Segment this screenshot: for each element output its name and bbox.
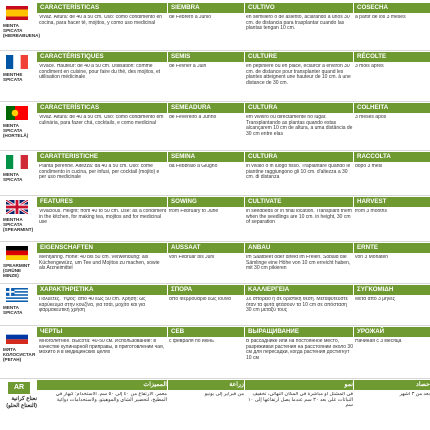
header-cultivation-es: CULTIVO — [244, 3, 353, 13]
header-features-it: CARATTERISTICHE — [37, 152, 167, 162]
cell-harvest-ar: بعد من ٣ أشهر — [399, 392, 430, 397]
header-sowing-it: SEMINA — [167, 152, 244, 162]
cell-features-el: Πολυετές. Ύψος: από 40 έως 50 cm. Χρήση: ως καρύκευμα στην κουζίνα, για τσάι, μοχίτο και για φαρμακευτική χρήση — [39, 297, 146, 314]
cell-features-pt: Vivaz. Altura: de 40 a 50 cm. Uso: como condimento em culinária, para fazer chá, cocktails, e como medicinal — [39, 115, 164, 126]
header-sowing-pt: SEMEADURA — [167, 103, 244, 113]
plant-name-ru: МЯТА КОЛОСИСТАЯ (РЕГАН) — [3, 347, 36, 362]
header-features-pt: CARACTERÍSTICAS — [37, 103, 167, 113]
cell-sowing-de: von Februar bis Juni — [169, 255, 215, 260]
row-ru — [0, 327, 430, 380]
header-harvest-pt: COLHEITA — [353, 103, 430, 113]
cell-features-it: Pianta perenne. Altezza: da 40 a 50 cm. Uso: come condimento in cucina, per infusi, per cocktail (mojito) e per uso medicinale — [39, 164, 160, 181]
header-cultivation-it: CULTURA — [244, 152, 353, 162]
plant-name-es: MENTA SPICATA (HIERBABUENA) — [3, 23, 41, 38]
cell-cultivation-el: Σε σπορείο ή σε οριστική θέση. Μεταφυτεύστε όταν τα φυτά φτάσουν τα 10 cm σε απόσταση 30 cm μεταξύ τους — [246, 297, 348, 314]
header-sowing-el: ΣΠΟΡΑ — [167, 285, 244, 295]
cell-sowing-el: από Φεβρουάριο έως Ιούνιο — [169, 297, 232, 302]
cell-features-ar: معمر. الارتفاع من ٤٠ إلى ٥٠ سم. الاستخدام: كبهار في المطبخ، لتحضير الشاي والموهيتو، ولاستخدامات دوائية — [55, 392, 167, 403]
cell-features-en: Vivacious. Height: from 40 to 50 cm. Use: as a condiment in the kitchen, for making tea, mojitos and for medicinal use — [39, 209, 167, 226]
row-ar — [0, 380, 430, 430]
row-pt — [0, 103, 430, 152]
row-divider — [0, 195, 430, 196]
cell-cultivation-pt: em viveiro ou directamente no lugar. Transplantando as plantas quando estas alcançarem 10 cm de altura, a uma distância de 30 cm entre elas — [246, 115, 353, 138]
cell-harvest-it: dopo 3 mesi — [355, 164, 383, 169]
cell-cultivation-fr: en pépinière ou en place, éclaircir à environ 30 cm. de distance pour transplanter quand les plantes atteignent une hauteur de 10 cm. à une distance de 30 cm. — [246, 64, 351, 87]
row-es — [0, 3, 430, 52]
cell-harvest-es: a partir de los 3 meses — [355, 15, 406, 20]
header-features-de: EIGENSCHAFTEN — [37, 243, 167, 253]
header-sowing-ar: زراعة — [167, 380, 244, 390]
header-harvest-fr: RÉCOLTE — [353, 52, 430, 62]
row-de — [0, 243, 430, 285]
header-cultivation-ar: نمو — [244, 380, 353, 390]
header-cultivation-fr: CULTURE — [244, 52, 353, 62]
cell-features-fr: Vivace. Hauteur: de 40 à 50 cm. Utilisation: comme condiment en cuisine, pour faire du thé, des mojitos, et utilisation médicinale — [39, 64, 161, 81]
cell-harvest-fr: 3 mois après — [355, 64, 384, 69]
cell-sowing-es: de Febrero a Junio — [169, 15, 211, 20]
header-cultivation-el: ΚΑΛΛΙΕΡΓΕΙΑ — [244, 285, 353, 295]
cell-harvest-ru: Начиная с 3 месяца — [355, 339, 402, 344]
cell-sowing-fr: de Février à Juin — [169, 64, 207, 69]
flag-el-icon — [6, 288, 28, 302]
header-sowing-ru: СЕВ — [167, 327, 244, 337]
header-features-fr: CARACTÉRISTIQUES — [37, 52, 167, 62]
header-harvest-el: ΣΥΓΚΟΜΙΔΗ — [353, 285, 430, 295]
row-divider — [0, 150, 430, 151]
cell-cultivation-es: en semillero o de asiento, aclarando a unos 30 cm. de distancia para trasplantar cuando las plantas tengan 10 cm. — [246, 15, 350, 32]
cell-harvest-pt: 3 meses após — [355, 115, 387, 120]
header-cultivation-ru: ВЫРАЩИВАНИЕ — [244, 327, 353, 337]
plant-name-en: MENTHA SPICATA (SPEARMINT) — [3, 217, 34, 232]
cell-harvest-de: von 3 Monaten — [355, 255, 389, 260]
cell-cultivation-it: in vivaio o in luogo fisso. Trapiantare quando le piantine raggiungono gli 10 cm. d'altezza a 30 cm. di distanza — [246, 164, 351, 181]
row-divider — [0, 283, 430, 284]
plant-name-de: SPEARMINT (GRÜNE MINZE) — [3, 263, 31, 278]
cell-harvest-el: Μετά από 3 μήνες — [355, 297, 396, 302]
cell-cultivation-ru: В рассаднике или на постоянное место, разреживая растения на расстоянии около 30 см для пересадки, когда растения достигнут 10 см — [246, 339, 353, 362]
row-fr — [0, 52, 430, 103]
cell-sowing-pt: de Fevereiro a Junho — [169, 115, 217, 120]
flag-en-icon — [6, 200, 28, 214]
cell-cultivation-en: in seedbeds or in final location. Transplant them when the seedlings are 10 cm. in height, 30 cm of separation — [246, 209, 352, 226]
header-features-ar: المميزات — [37, 380, 167, 390]
cell-sowing-en: from February to June — [169, 209, 219, 214]
row-divider — [0, 50, 430, 51]
plant-name-el: MENTA SPICATA — [3, 305, 23, 315]
plant-name-pt: MENTA SPICATA (HORTELÃ) — [3, 123, 29, 138]
row-el — [0, 285, 430, 327]
header-cultivation-en: CULTIVATE — [244, 197, 353, 207]
flag-de-icon — [6, 246, 28, 260]
header-features-es: CARACTERÍSTICAS — [37, 3, 167, 13]
header-sowing-en: SOWING — [167, 197, 244, 207]
flag-pt-icon — [6, 106, 28, 120]
cell-sowing-ru: с февраля по июнь — [169, 339, 214, 344]
row-it — [0, 152, 430, 197]
header-harvest-de: ERNTE — [353, 243, 430, 253]
cell-features-ru: Многолетнее. Высота: 40-50 см. Использование: в качестве кулинарной приправы, в приготовлении чая, мохито и в медицинских целях — [39, 339, 165, 356]
plant-name-ar: نعناع كرانية (النعناع الحلو) — [6, 396, 37, 409]
header-harvest-ar: حصاد — [353, 380, 430, 390]
header-sowing-de: AUSSAAT — [167, 243, 244, 253]
plant-name-it: MENTA SPICATA — [3, 172, 23, 182]
flag-es-icon — [6, 6, 28, 20]
language-badge: AR — [8, 382, 30, 394]
row-divider — [0, 241, 430, 242]
header-features-en: FEATURES — [37, 197, 167, 207]
header-harvest-en: HARVEST — [353, 197, 430, 207]
header-harvest-it: RACCOLTA — [353, 152, 430, 162]
flag-fr-icon — [6, 55, 28, 69]
cell-sowing-it: da Febbraio a Giugno — [169, 164, 218, 169]
header-harvest-es: COSECHA — [353, 3, 430, 13]
row-en — [0, 197, 430, 243]
header-sowing-es: SIEMBRA — [167, 3, 244, 13]
row-divider — [0, 101, 430, 102]
cell-features-es: Vivaz. Altura: de 40 a 50 cm. Uso: como condimento en cocina, para hacer té, mojitos, y como uso medicinal — [39, 15, 163, 26]
cell-cultivation-de: Im Saatbeet oder direkt im Freien. Sobald die Sämlinge eine Höhe von 10 cm erreicht haben, mit 30 cm pikieren — [246, 255, 351, 272]
cell-cultivation-ar: في المشتل أو مباشرة في المكان النهائي، تخفيف النباتات على بعد ٣٠ سم عندما يصل ارتفاعها إلى ١٠ سم — [247, 392, 353, 409]
header-cultivation-de: ANBAU — [244, 243, 353, 253]
row-divider — [0, 378, 430, 379]
header-sowing-fr: SEMIS — [167, 52, 244, 62]
header-cultivation-pt: CULTURA — [244, 103, 353, 113]
header-harvest-ru: УРОЖАЙ — [353, 327, 430, 337]
flag-ru-icon — [6, 330, 28, 344]
flag-it-icon — [6, 155, 28, 169]
cell-features-de: Mehrjährig. Höhe: 40 bis 50 cm. Verwendung: als Küchengewürz, um Tee und Mojitos zu machen, sowie als Arzneimittel — [39, 255, 160, 272]
plant-name-fr: MENTHE SPICATA — [3, 72, 23, 82]
cell-harvest-en: from 3 months — [355, 209, 387, 214]
header-features-ru: ЧЕРТЫ — [37, 327, 167, 337]
cell-sowing-ar: من فبراير إلى يونيو — [204, 392, 244, 397]
header-features-el: ΧΑΡΑΚΤΗΡΙΣΤΙΚΑ — [37, 285, 167, 295]
row-divider — [0, 325, 430, 326]
